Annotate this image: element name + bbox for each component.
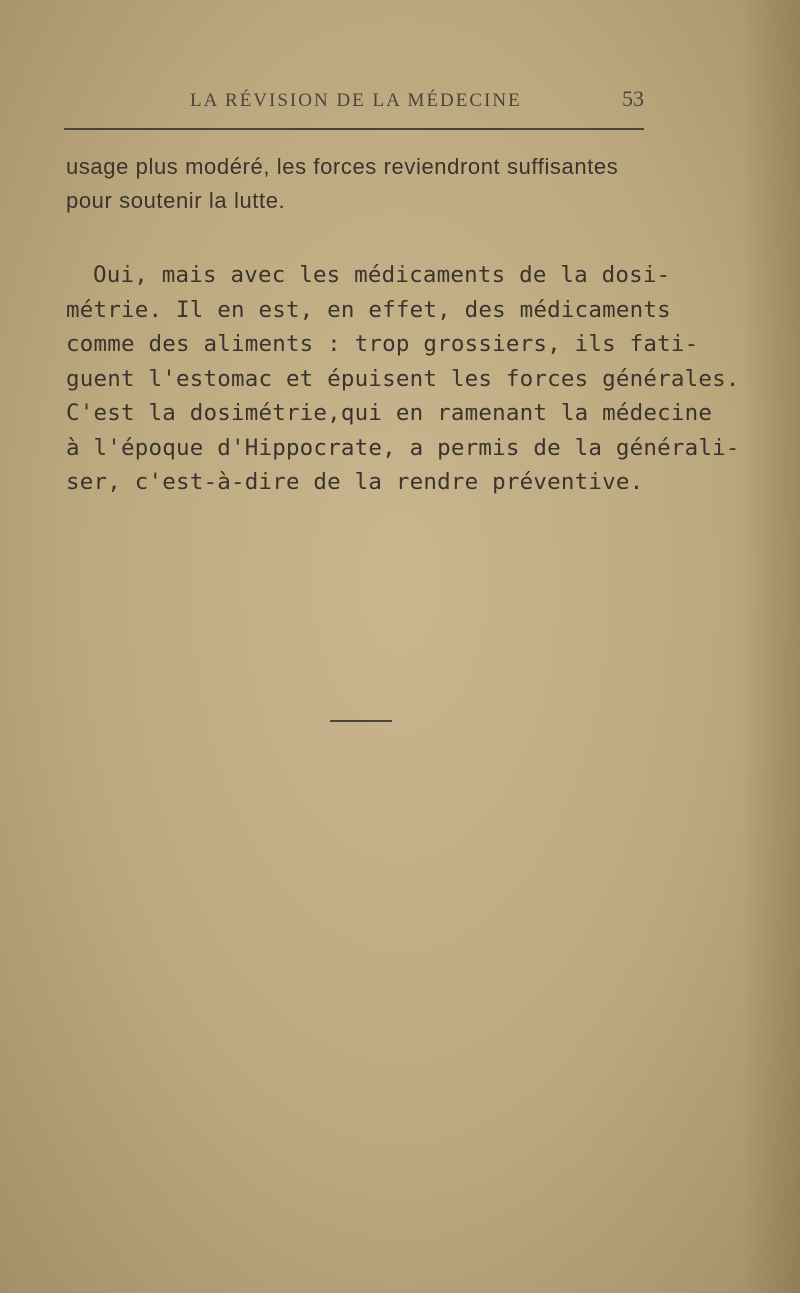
text-line: comme des aliments : trop grossiers, ils fati- bbox=[66, 331, 699, 357]
page-edge-shadow bbox=[740, 0, 800, 1293]
text-line: C'est la dosimétrie,qui en ramenant la médecine bbox=[66, 400, 713, 426]
section-end-rule bbox=[330, 720, 392, 722]
text-line: ser, c'est-à-dire de la rendre préventive. bbox=[66, 469, 644, 495]
page-number: 53 bbox=[622, 86, 644, 111]
body-text bbox=[66, 150, 740, 500]
running-title: LA RÉVISION DE LA MÉDECINE bbox=[190, 90, 522, 111]
text-line: usage plus modéré, les forces reviendront suffisantes bbox=[66, 154, 619, 179]
paragraph-1 bbox=[66, 150, 646, 218]
header-rule bbox=[64, 128, 644, 130]
text-line: Oui, mais avec les médicaments de la dosi- bbox=[93, 262, 671, 288]
text-line: à l'époque d'Hippocrate, a permis de la générali- bbox=[66, 434, 740, 461]
running-head bbox=[64, 84, 644, 124]
text-line: métrie. Il en est, en effet, des médicaments bbox=[66, 296, 671, 323]
paragraph-2 bbox=[66, 258, 740, 500]
text-line: pour soutenir la lutte. bbox=[66, 188, 286, 213]
text-line: guent l'estomac et épuisent les forces générales. bbox=[66, 365, 740, 392]
